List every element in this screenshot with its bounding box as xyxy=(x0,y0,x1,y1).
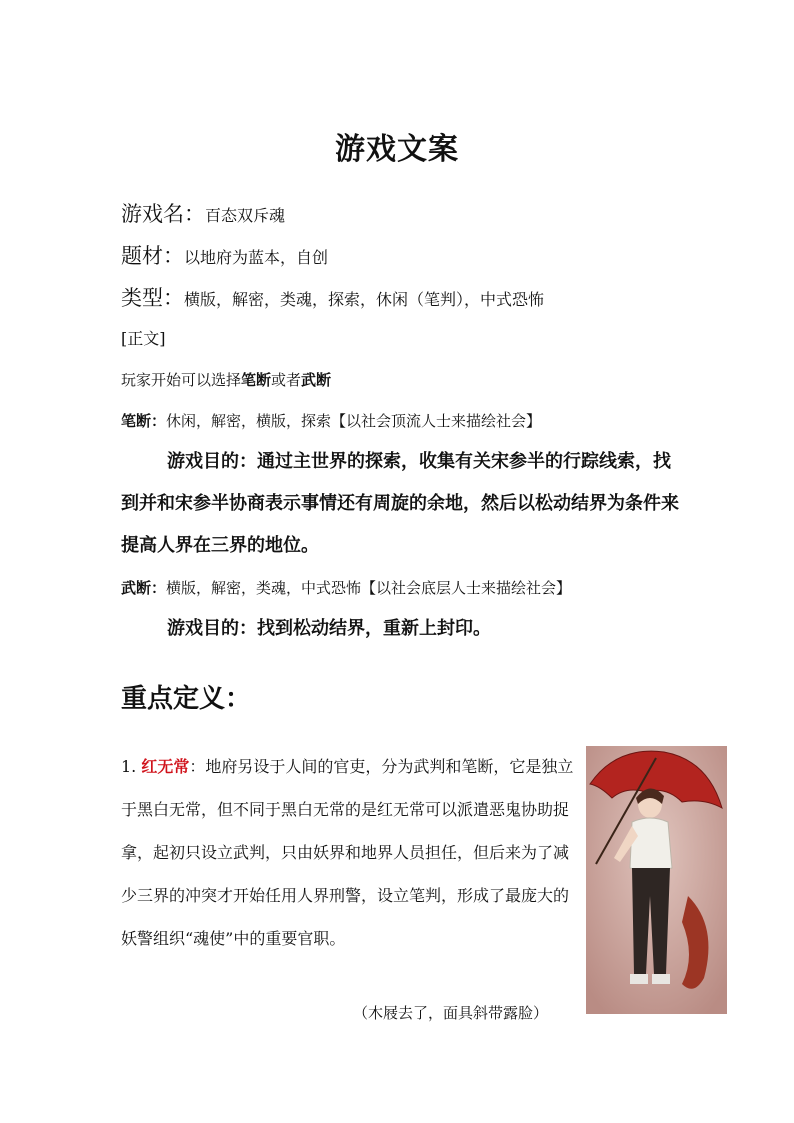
choice-line xyxy=(121,369,331,390)
theme-label: 题材： xyxy=(121,244,184,268)
wu-line xyxy=(121,577,571,598)
choice-mid: 或者 xyxy=(271,371,302,389)
page-title: 游戏文案 xyxy=(335,132,459,167)
definition-paragraph xyxy=(121,745,576,960)
body-tag: [正文] xyxy=(121,329,166,348)
bi-desc: 休闲，解密，横版，探索【以社会顶流人士来描绘社会】 xyxy=(166,412,542,430)
theme-value: 以地府为蓝本，自创 xyxy=(184,248,329,267)
game-name-label: 游戏名： xyxy=(121,202,205,226)
meta-genre xyxy=(121,282,544,312)
illustration-caption: （木屐去了，面具斜带露脸） xyxy=(353,1004,549,1022)
right-foot xyxy=(652,974,670,984)
wu-goal: 游戏目的：找到松动结界，重新上封印。 xyxy=(167,618,491,639)
bi-line xyxy=(121,410,541,431)
meta-game-name xyxy=(121,198,285,228)
section-heading: 重点定义： xyxy=(121,684,252,714)
bi-label: 笔断： xyxy=(121,412,167,430)
bi-goal: 游戏目的：通过主世界的探索，收集有关宋参半的行踪线索，找到并和宋参半协商表示事情还有周旋的余地，然后以松动结界为条件来提高人界在三界的地位。 xyxy=(121,451,679,556)
choice-prefix: 玩家开始可以选择 xyxy=(121,371,242,389)
choice-option-wu: 武断 xyxy=(301,371,332,389)
definition-number: 1. xyxy=(121,757,142,776)
left-foot xyxy=(630,974,648,984)
definition-text: ：地府另设于人间的官吏，分为武判和笔断，它是独立于黑白无常，但不同于黑白无常的是红无常可以派遣恶鬼协助捉拿，起初只设立武判，只由妖界和地界人员担任，但后来为了减少三界的冲突才开始任用人界刑警，设立笔判，形成了最庞大的妖警组织“魂使”中的重要官职。 xyxy=(121,757,574,948)
choice-option-bi: 笔断 xyxy=(241,371,272,389)
wu-desc: 横版，解密，类魂，中式恐怖【以社会底层人士来描绘社会】 xyxy=(166,579,572,597)
genre-label: 类型： xyxy=(121,286,184,310)
definition-name: 红无常 xyxy=(141,757,190,776)
game-name-value: 百态双斥魂 xyxy=(205,206,286,225)
character-shirt xyxy=(630,818,672,871)
wu-label: 武断： xyxy=(121,579,167,597)
character-illustration xyxy=(586,746,727,1014)
genre-value: 横版，解密，类魂，探索，休闲（笔判），中式恐怖 xyxy=(184,290,545,309)
meta-theme xyxy=(121,240,328,270)
